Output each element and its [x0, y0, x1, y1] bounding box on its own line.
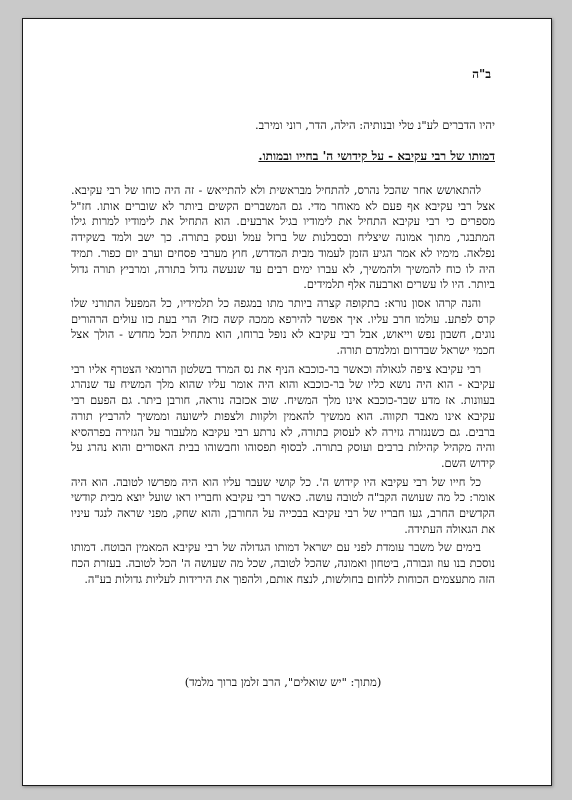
- source-citation: (מתוך: "יש שואלים", הרב זלמן ברוך מלמד): [184, 675, 382, 689]
- corner-mark: ב"ה: [472, 67, 491, 81]
- dedication-line: יהיו הדברים לע"נ טלי ובנותיה: הילה, הדר, רוני ומירב.: [254, 118, 495, 132]
- document-body: [71, 183, 495, 591]
- paragraph: והנה קרהו אסון נורא: בתקופה קצרה ביותר מתו במגפה כל תלמידיו, כל המפעל התורני שלו קרס לפתע. עולמו חרב עליו. איך אפשר להירפא ממכה קשה כזו? הרי בעת כזו עולים הרהורים נוגים, חשבון נפש וייאוש, אבל רבי עקיבא לא נופל ברוחו, הוא מתחיל הכל מחדש - הולך אצל חכמי ישראל שבדרום ומלמדם תורה.: [71, 296, 495, 358]
- document-page: [22, 18, 552, 786]
- paragraph: בימים של משבר עומדת לפני עם ישראל דמותו הגדולה של רבי עקיבא המאמין הבוטח. דמותו נוסכת בנו עוז וגבורה, ביטחון ואמונה, שהכל לטובה, שכל מה שעושה ה' הכל לטובה. בעזרת הכח הזה מתעצמים הכוחות ללחום בחולשות, לנצח אותם, ולהפוך את הירידות לעליות גדולות בע"ה.: [71, 541, 495, 586]
- paragraph: כל חייו של רבי עקיבא היו קידוש ה'. כל קושי שעבר עליו הוא היה מפרשו לטובה. הוא היה אומר: כל מה שעושה הקב"ה לטובה עושה. כאשר רבי עקיבא וחבריו ראו שועל יוצא מבית קודשי הקדשים החרב, געו חבריו של רבי עקיבא בבכייה על החורבן, והוא שחק, מפני שראה לנגד עיניו את הגאולה העתידה.: [71, 475, 495, 536]
- paragraph: רבי עקיבא ציפה לגאולה וכאשר בר-כוכבא הניף את נס המרד בשלטון הרומאי הצטרף אליו רבי עקיבא - הוא היה נושא כליו של בר-כוכבא והוא היה אומר עליו שהוא מלך המשיח עד שנהרג בעוונות. אז מדע שבר-כוכבא אינו מלך המשיח. שוב אכזבה נוראה, חורבן ביתר. גם הפעם רבי עקיבא אינו מאבד תקווה. הוא ממשיך להאמין ולקוות ולצפות לישועה וממשיך להרביץ תורה ברבים. גם כשנגזרה גזירה לא לעסוק בתורה, לא נרתע רבי עקיבא מלעבור על הגזירה בפרהסיא והיה מקהיל קהילות ברבים ועוסק בתורה. לבסוף תפסוהו וחבשוהו בבית האסורים והוא נהרג על קידוש השם.: [71, 362, 495, 470]
- document-title: דמותו של רבי עקיבא - על קידושי ה' בחייו ובמותו.: [258, 149, 495, 163]
- paragraph: להתאושש אחר שהכל נהרס, להתחיל מבראשית ולא להתייאש - זה היה כוחו של רבי עקיבא. אצל רבי עקיבא אף פעם לא מאוחר מדי. גם המשברים הקשים ביותר לא שוברים אותו. חז"ל מספרים כי רבי עקיבא התחיל את לימודיו בגיל ארבעים. הוא התחיל את לימודיו למרות גילו המתבגר, מתוך אמונה שיצליח ובסבלנות של ברזל עמל ועסק בתורה. כך ישב ולמד בשקידה נפלאה. מימיו לא אמר הגיע הזמן לעמוד מבית המדרש, חוץ מערבי פסחים וערב יום כפור. תמיד היה לו כוח להמשיך ולהמשיך, לא עברו ימים רבים עד שנעשה גדול בתורה, ומרביץ תורה גדול ביותר. היו לו עשרים וארבעה אלף תלמידים.: [71, 184, 495, 292]
